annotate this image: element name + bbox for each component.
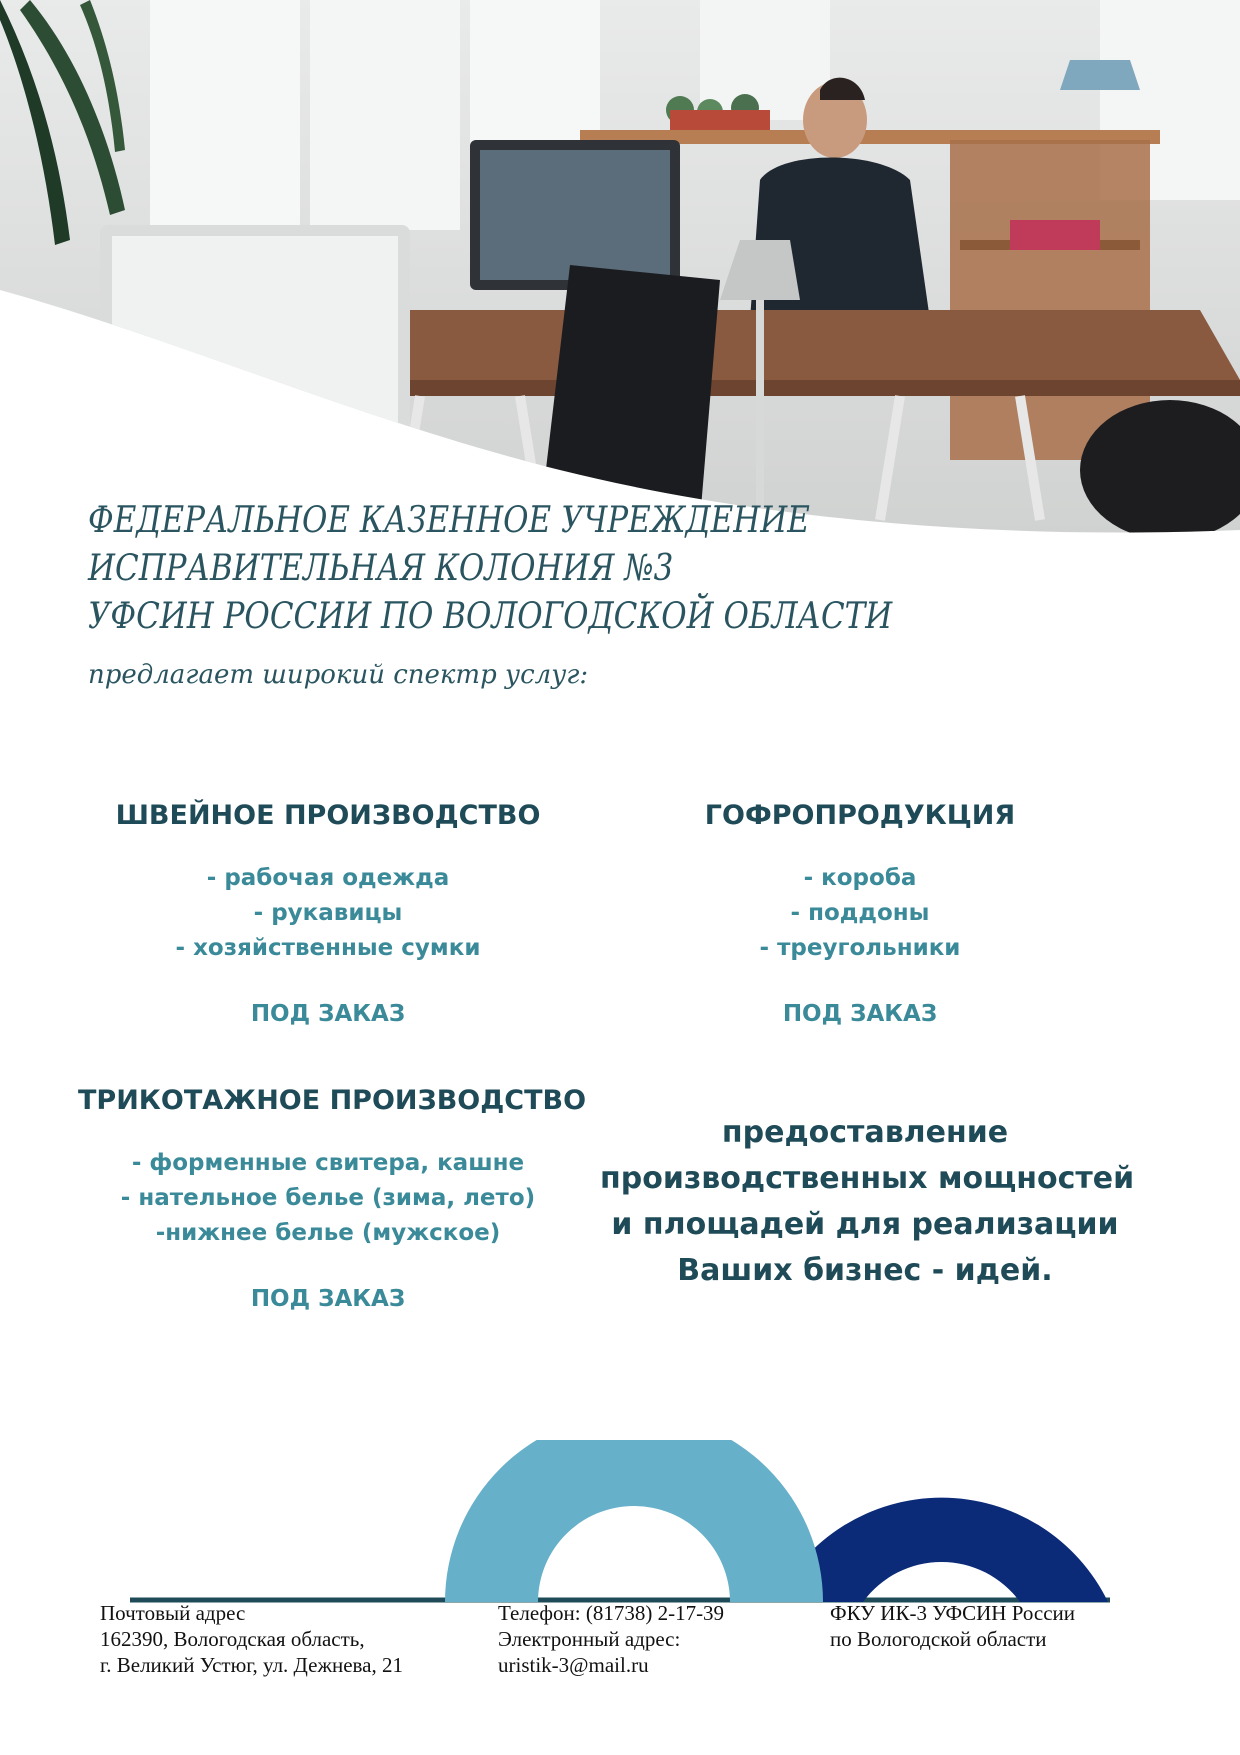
email-label: Электронный адрес:	[498, 1627, 681, 1651]
section-sewing	[88, 800, 568, 1027]
org-name-line-3: УФСИН РОССИИ ПО ВОЛОГОДСКОЙ ОБЛАСТИ	[88, 596, 893, 637]
section-items	[78, 1146, 578, 1251]
light-arc	[445, 1440, 823, 1602]
org-line: по Вологодской области	[830, 1627, 1047, 1651]
section-title: ГОФРОПРОДУКЦИЯ	[704, 800, 1016, 831]
list-item: -нижнее белье (мужское)	[155, 1220, 501, 1246]
section-knitwear	[78, 1085, 587, 1312]
promo-block	[600, 1110, 1135, 1294]
order-label: ПОД ЗАКАЗ	[250, 1286, 406, 1312]
org-name-line-2: ИСПРАВИТЕЛЬНАЯ КОЛОНИЯ №3	[88, 548, 674, 589]
list-item: - поддоны	[790, 900, 930, 926]
order-label: ПОД ЗАКАЗ	[782, 1001, 938, 1027]
section-title: ТРИКОТАЖНОЕ ПРОИЗВОДСТВО	[78, 1085, 587, 1116]
postal-address	[100, 1600, 403, 1678]
address-line: 162390, Вологодская область,	[100, 1627, 365, 1651]
email-address: uristik-3@mail.ru	[498, 1653, 649, 1677]
list-item: - форменные свитера, кашне	[131, 1150, 525, 1176]
footer-arcs	[0, 1440, 1240, 1610]
list-item: - нательное белье (зима, лето)	[120, 1185, 536, 1211]
list-item: - рабочая одежда	[206, 865, 450, 891]
org-name-line-1: ФЕДЕРАЛЬНОЕ КАЗЕННОЕ УЧРЕЖДЕНИЕ	[88, 500, 810, 541]
phone: Телефон: (81738) 2-17-39	[498, 1601, 725, 1625]
list-item: - рукавицы	[253, 900, 403, 926]
contacts	[498, 1600, 724, 1678]
promo-line: Ваших бизнес - идей.	[677, 1253, 1053, 1288]
order-label: ПОД ЗАКАЗ	[250, 1001, 406, 1027]
section-corrugated	[620, 800, 1100, 1027]
promo-line: производственных мощностей	[600, 1161, 1135, 1196]
promo-line: и площадей для реализации	[611, 1207, 1119, 1242]
promo-line: предоставление	[721, 1115, 1009, 1150]
section-items	[88, 861, 568, 966]
list-item: - короба	[803, 865, 917, 891]
section-title: ШВЕЙНОЕ ПРОИЗВОДСТВО	[115, 800, 541, 831]
list-item: - хозяйственные сумки	[175, 935, 481, 961]
organization	[830, 1600, 1075, 1652]
tagline: предлагает широкий спектр услуг:	[88, 660, 589, 690]
office-photo	[0, 0, 1240, 560]
org-line: ФКУ ИК-3 УФСИН России	[830, 1601, 1075, 1625]
address-line: г. Великий Устюг, ул. Дежнева, 21	[100, 1653, 403, 1677]
section-items	[620, 861, 1100, 966]
list-item: - треугольники	[759, 935, 961, 961]
address-line: Почтовый адрес	[100, 1601, 246, 1625]
dark-arc	[775, 1498, 1108, 1602]
